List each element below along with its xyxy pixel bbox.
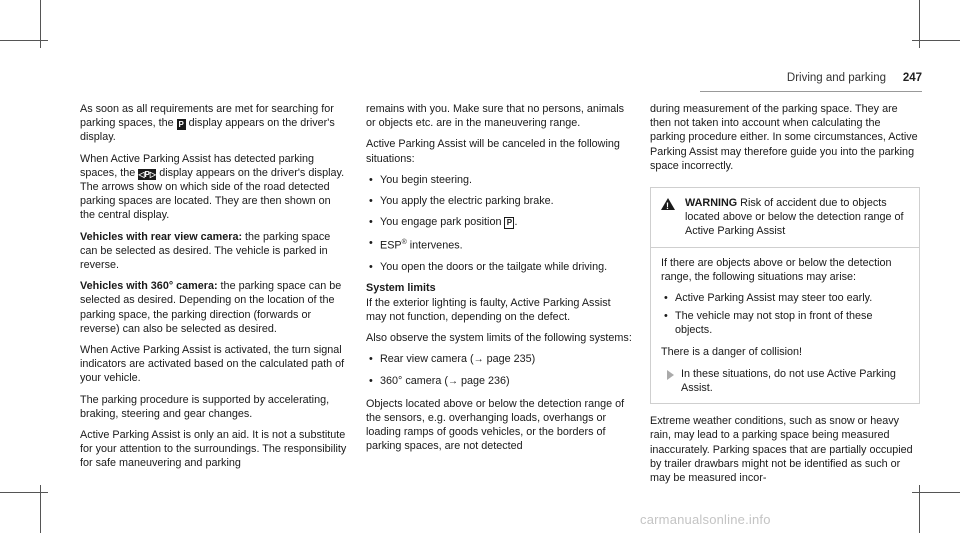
cancel-situations-list — [366, 173, 634, 275]
page-header — [700, 72, 922, 96]
play-arrow-icon — [667, 370, 674, 380]
list-item: • You apply the electric parking brake. — [366, 194, 634, 208]
page-link[interactable]: page 236) — [460, 375, 510, 388]
paragraph: If the exterior lighting is faulty, Active Parking Assist may not function, depending on the defect. — [366, 296, 611, 323]
crop-mark — [912, 40, 960, 41]
column-3 — [650, 102, 918, 492]
arrow-icon: → — [473, 354, 484, 366]
paragraph: When Active Parking Assist is activated, the turn signal indicators are activated based on the calculated path of your vehicle. — [80, 344, 345, 385]
section-title: Driving and parking — [786, 72, 886, 84]
paragraph: The parking procedure is supported by accelerating, braking, steering and gear changes. — [80, 393, 330, 420]
paragraph: Objects located above or below the detection range of the sensors, e.g. overhanging loads, overhangs or loading ramps of goods vehicles, or the borders of parking spaces, are not detected — [366, 397, 625, 453]
paragraph: When Active Parking Assist has detected parking spaces, the ◁P▷ display appears on the driver's display. The arrows show on which side of the road detected parking spaces are located. They are then shown on the central display. — [80, 152, 345, 222]
page-link[interactable]: page 235) — [486, 353, 536, 366]
column-1 — [80, 102, 348, 478]
paragraph: If there are objects above or below the detection range, the following situations may arise: — [661, 256, 892, 283]
paragraph: Active Parking Assist is only an aid. It is not a substitute for your attention to the surroundings. The responsibility for safe maneuvering and parking — [80, 429, 347, 470]
paragraph — [366, 281, 634, 295]
subheading: Vehicles with 360° camera: — [80, 280, 218, 293]
arrow-icon: → — [447, 376, 458, 388]
instruction-note: In these situations, do not use Active Parking Assist. — [661, 367, 909, 395]
crop-mark — [912, 492, 960, 493]
watermark: carmanualsonline.info — [640, 512, 771, 527]
paragraph: Also observe the system limits of the following systems: — [366, 332, 632, 345]
crop-mark — [0, 40, 48, 41]
list-item: • You open the doors or the tailgate while driving. — [366, 260, 634, 274]
paragraph: Vehicles with 360° camera: the parking space can be selected as desired. Depending on the location of the parking space, the parking direction (forwards or reverse) can also be selected as desired. — [80, 280, 342, 335]
parking-spaces-arrows-icon: ◁P▷ — [138, 169, 157, 179]
list-item: • Active Parking Assist may steer too early. — [661, 291, 909, 305]
list-item: • 360° camera (→ page 236) — [366, 374, 634, 389]
list-item: • You engage park position P . — [366, 215, 634, 229]
crop-mark — [0, 492, 48, 493]
list-item: • Rear view camera (→ page 235) — [366, 352, 634, 367]
subheading: System limits — [366, 282, 436, 295]
list-item: • The vehicle may not stop in front of these objects. — [661, 309, 909, 337]
systems-list — [366, 352, 634, 389]
list-item: • You begin steering. — [366, 173, 634, 187]
warning-header: ! WARNING Risk of accident due to objects located above or below the detection range of Active Parking Assist — [651, 188, 919, 248]
paragraph: during measurement of the parking space. They are then not taken into account when calculating the parking procedure either. In some circumstances, Active Parking Assist may therefore guide you into the parking space incorrectly. — [650, 103, 918, 172]
warning-title: WARNING — [685, 197, 738, 210]
subheading: Vehicles with rear view camera: — [80, 230, 243, 243]
paragraph: There is a danger of collision! — [661, 345, 803, 358]
list-item: • ESP® intervenes. — [366, 236, 634, 253]
paragraph: Vehicles with rear view camera: the parking space can be selected as desired. The vehicle is parked in reverse. — [80, 230, 331, 272]
paragraph: As soon as all requirements are met for searching for parking spaces, the P display appears on the driver's display. — [80, 103, 335, 144]
park-position-icon: P — [504, 217, 514, 229]
warning-icon — [661, 198, 675, 210]
page-number: 247 — [902, 72, 922, 84]
header-rule — [700, 91, 922, 92]
parking-search-icon: P — [178, 120, 184, 130]
paragraph: Active Parking Assist will be canceled in the following situations: — [366, 138, 620, 165]
warning-body — [651, 248, 919, 404]
warning-box — [650, 187, 920, 404]
paragraph: Extreme weather conditions, such as snow or heavy rain, may lead to a parking space being measured inaccurately. Parking spaces that are partially occupied by trailer drawbars might not be identified as such or may be measured incor- — [650, 415, 913, 485]
warning-list — [661, 291, 909, 338]
paragraph: remains with you. Make sure that no persons, animals or objects etc. are in the maneuvering range. — [366, 103, 625, 130]
column-2 — [366, 102, 634, 460]
